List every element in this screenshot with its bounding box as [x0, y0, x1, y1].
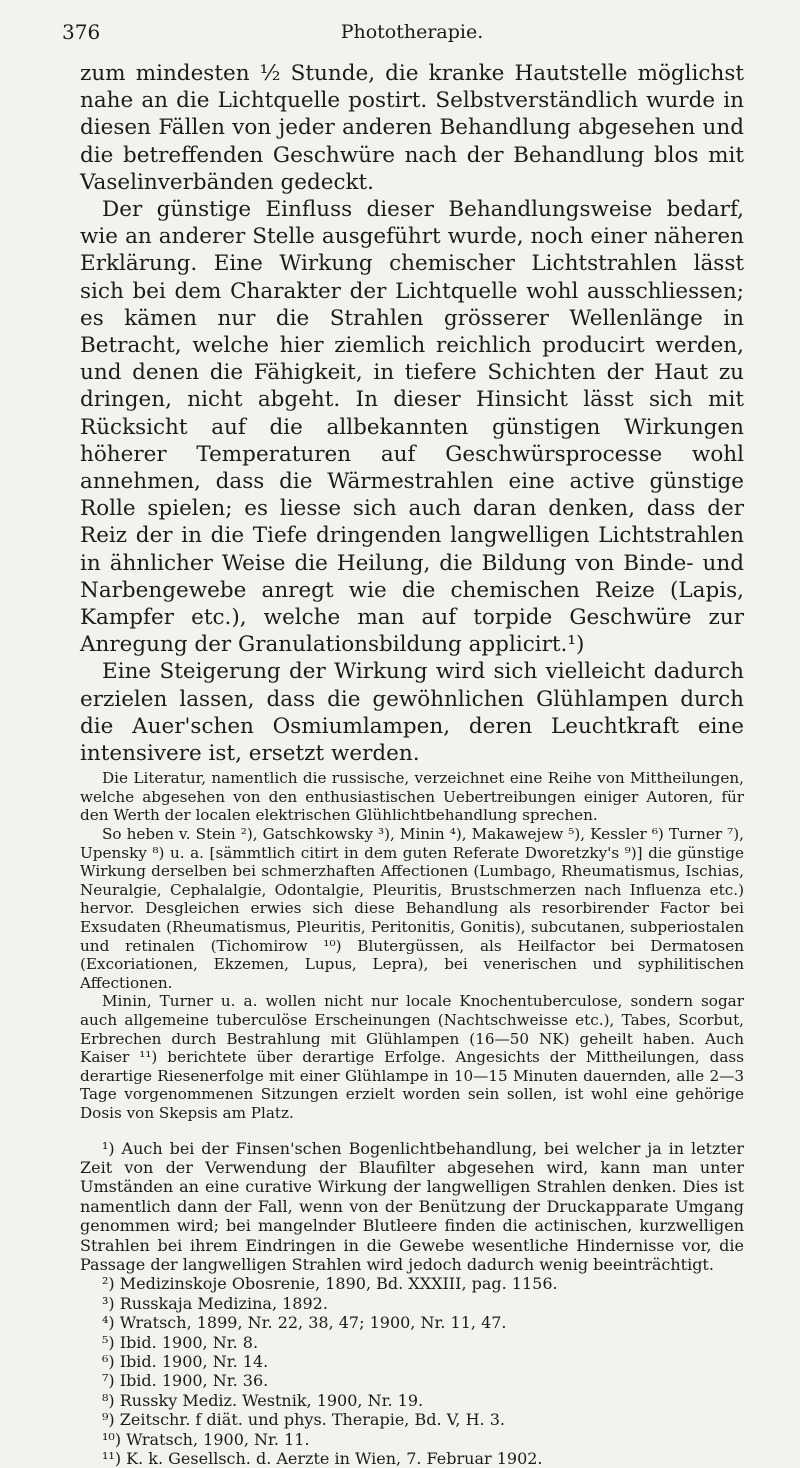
small-paragraph-literature: Die Literatur, namentlich die russische, verzeichnet eine Reihe von Mittheilungen, welche abgesehen von den enthusiastischen Uebertreibungen einiger Autoren, für den Werth der localen elektrischen Glühlichtbehandlung sprechen.	[80, 769, 744, 825]
footnotes	[80, 1139, 744, 1468]
footnote-item: ³) Russkaja Medizina, 1892.	[102, 1293, 328, 1313]
body-paragraph-1: zum mindesten ½ Stunde, die kranke Hautstelle möglichst nahe an die Lichtquelle postirt. Selbstverständlich wurde in diesen Fällen von jeder anderen Behandlung abgesehen und die betreffenden Geschwüre nach der Behandlung blos mit Vaselinverbänden gedeckt.	[80, 61, 744, 195]
main-text	[80, 60, 744, 767]
footnote-item: ⁶) Ibid. 1900, Nr. 14.	[102, 1352, 269, 1372]
running-title: Phototherapie.	[340, 21, 484, 43]
footnote-item: ⁵) Ibid. 1900, Nr. 8.	[102, 1332, 259, 1352]
footnote-item: ⁹) Zeitschr. f diät. und phys. Therapie, Bd. V, H. 3.	[102, 1410, 505, 1430]
footnote-item: ¹¹) K. k. Gesellsch. d. Aerzte in Wien, 7. Februar 1902.	[102, 1449, 543, 1468]
body-paragraph-3: Eine Steigerung der Wirkung wird sich vielleicht dadurch erzielen lassen, dass die gewöhnlichen Glühlampen durch die Auer'schen Osmiumlampen, deren Leuchtkraft eine intensivere ist, ersetzt werden.	[80, 659, 744, 767]
footnote-item: ⁸) Russky Mediz. Westnik, 1900, Nr. 19.	[102, 1390, 424, 1410]
footnote-item: ⁷) Ibid. 1900, Nr. 36.	[102, 1371, 269, 1391]
footnote-item: ²) Medizinskoje Obosrenie, 1890, Bd. XXXIII, pag. 1156.	[102, 1274, 558, 1294]
footnote-item: ¹⁰) Wratsch, 1900, Nr. 11.	[102, 1429, 310, 1449]
body-paragraph-2: Der günstige Einfluss dieser Behandlungsweise bedarf, wie an anderer Stelle ausgeführt wurde, noch einer näheren Erklärung. Eine Wirkung chemischer Lichtstrahlen lässt sich bei dem Charakter der Lichtquelle wohl ausschliessen; es kämen nur die Strahlen grösserer Wellenlänge in Betracht, welche hier ziemlich reichlich producirt werden, und denen die Fähigkeit, in tiefere Schichten der Haut zu dringen, nicht abgeht. In dieser Hinsicht lässt sich mit Rücksicht auf die allbekannten günstigen Wirkungen höherer Temperaturen auf Geschwürsprocesse wohl annehmen, dass die Wärmestrahlen eine active günstige Rolle spielen; es liesse sich auch daran denken, dass der Reiz der in die Tiefe dringenden langwelligen Lichtstrahlen in ähnlicher Weise die Heilung, die Bildung von Binde- und Narbengewebe anregt wie die chemischen Reize (Lapis, Kampfer etc.), welche man auf torpide Geschwüre zur Anregung der Granulationsbildung applicirt.¹)	[80, 197, 744, 658]
page-number: 376	[62, 20, 101, 44]
small-paragraph-authors: So heben v. Stein ²), Gatschkowsky ³), Minin ⁴), Makawejew ⁵), Kessler ⁶) Turner ⁷), Upensky ⁸) u. a. [sämmtlich citirt in dem guten Referate Dworetzky's ⁹)] die günstige Wirkung derselben bei schmerzhaften Affectionen (Lumbago, Rheumatismus, Ischias, Neuralgie, Cephalalgie, Odontalgie, Pleuritis, Brustschmerzen nach Influenza etc.) hervor. Desgleichen erwies sich diese Behandlung als resorbirender Factor bei Exsudaten (Rheumatismus, Pleuritis, Peritonitis, Gonitis), subcutanen, subperiostalen und retinalen (Tichomirow ¹⁰) Blutergüssen, als Heilfactor bei Dermatosen (Excoriationen, Ekzemen, Lupus, Lepra), bei venerischen und syphilitischen Affectionen.	[80, 825, 744, 992]
page-header	[62, 18, 744, 46]
small-print-section	[80, 769, 744, 1122]
footnote-1: ¹) Auch bei der Finsen'schen Bogenlichtbehandlung, bei welcher ja in letzter Zeit von der Verwendung der Blaufilter abgesehen wird, kann man unter Umständen an eine curative Wirkung der langwelligen Strahlen denken. Dies ist namentlich dann der Fall, wenn von der Benützung der Druckapparate Umgang genommen wird; bei mangelnder Blutleere finden die actinischen, kurzwelligen Strahlen bei ihrem Eindringen in die Gewebe wesentliche Hindernisse vor, die Passage der langwelligen Strahlen wird jedoch dadurch wenig beeinträchtigt.	[80, 1138, 744, 1274]
small-paragraph-skepsis: Minin, Turner u. a. wollen nicht nur locale Knochentuberculose, sondern sogar auch allgemeine tuberculöse Erscheinungen (Nachtschweisse etc.), Tabes, Scorbut, Erbrechen durch Bestrahlung mit Glühlampen (16—50 NK) geheilt haben. Auch Kaiser ¹¹) berichtete über derartige Erfolge. Angesichts der Mittheilungen, dass derartige Riesenerfolge mit einer Glühlampe in 10—15 Minuten dauernden, alle 2—3 Tage vorgenommenen Sitzungen erzielt worden sein sollen, ist wohl eine gehörige Dosis von Skepsis am Platz.	[80, 992, 744, 1122]
footnote-item: ⁴) Wratsch, 1899, Nr. 22, 38, 47; 1900, Nr. 11, 47.	[102, 1313, 507, 1333]
